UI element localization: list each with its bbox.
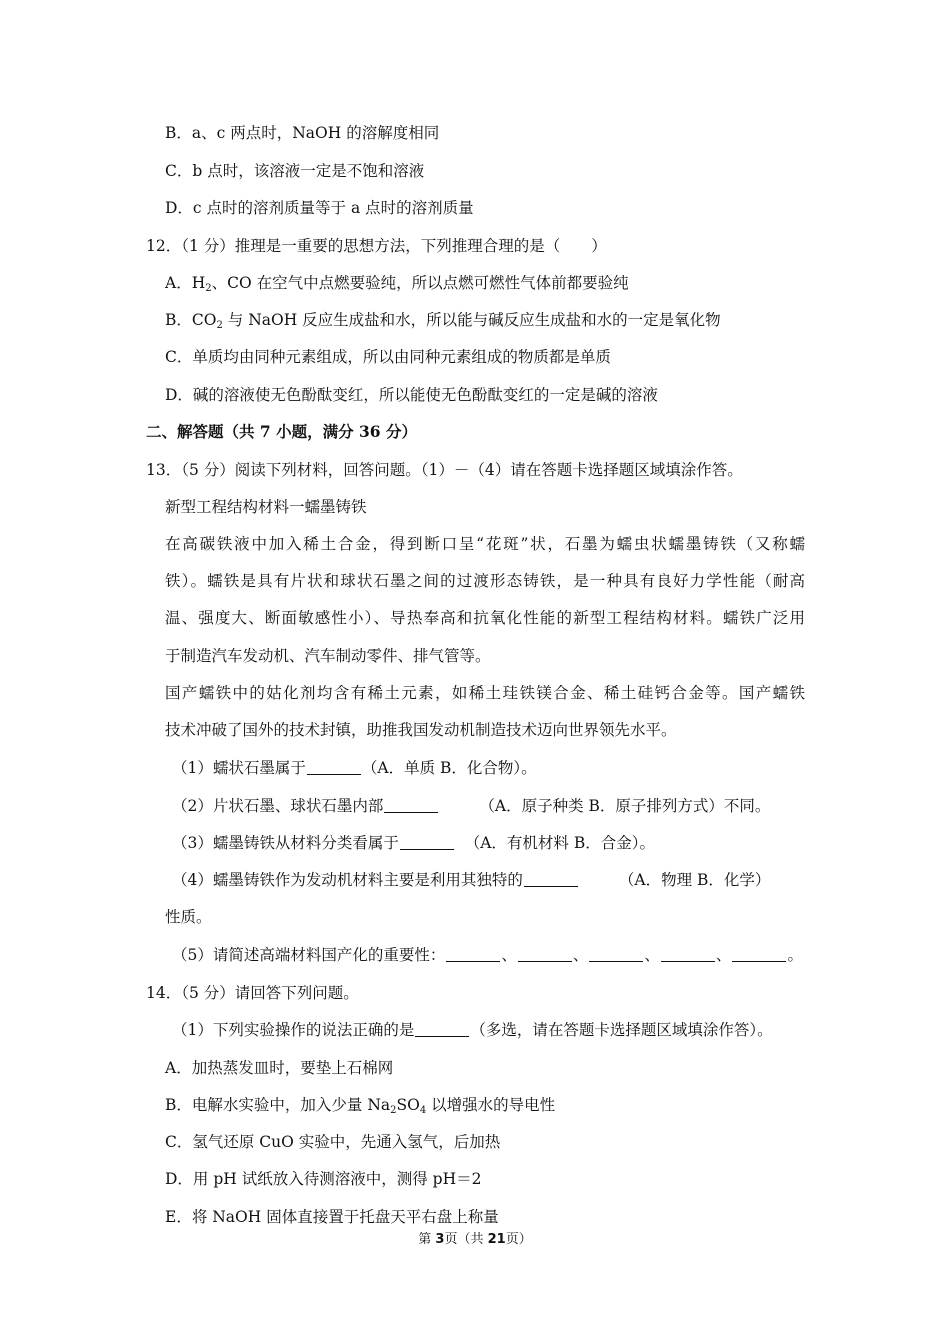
q13-para1-line3: 温、强度大、断面敏感性小）、导热奉高和抗氧化性能的新型工程结构材料。蠕铁广泛用 (165, 609, 805, 627)
answer-blank (518, 947, 572, 962)
q13-sub4-cont: 性质。 (165, 908, 212, 926)
q13-para2-line1: 国产蠕铁中的姑化剂均含有稀土元素，如稀土珪铁镁合金、稀土硅钙合金等。国产蠕铁 (165, 684, 805, 702)
section-heading: 二、解答题（共 7 小题，满分 36 分） (146, 422, 417, 441)
q13-material-title: 新型工程结构材料一蠕墨铸铁 (165, 498, 367, 516)
q13-para1-line4: 于制造汽车发动机、汽车制动零件、排气管等。 (165, 647, 491, 665)
q13-sub4: （4）蠕墨铸铁作为发动机材料主要是利用其独特的 （A．物理 B．化学） (172, 871, 771, 889)
q12-option-d: D．碱的溶液使无色酚酞变红，所以能使无色酚酞变红的一定是碱的溶液 (165, 386, 658, 404)
q14-option-c: C．氢气还原 CuO 实验中，先通入氢气，后加热 (165, 1133, 501, 1151)
answer-blank (661, 947, 715, 962)
page-number: 3 (435, 1232, 445, 1247)
q12-option-a: A．$H_2$、CO 在空气中点燃要验纯，所以点燃可燃性气体前都要验纯 (165, 274, 629, 294)
answer-blank (400, 835, 454, 850)
q13-sub2: （2）片状石墨、球状石墨内部 （A．原子种类 B．原子排列方式）不同。 (172, 797, 771, 815)
q12-option-c: C．单质均由同种元素组成，所以由同种元素组成的物质都是单质 (165, 348, 611, 366)
answer-blank (524, 872, 578, 887)
q13-stem: 13．（5 分）阅读下列材料，回答问题。（1）－（4）请在答题卡选择题区域填涂作答。 (146, 461, 743, 479)
answer-blank (384, 798, 438, 813)
q14-option-b: B．电解水实验中，加入少量 $Na_2SO_4$ 以增强水的导电性 (165, 1096, 556, 1116)
answer-blank (732, 947, 786, 962)
answer-blank (307, 760, 361, 775)
q13-para2-line2: 技术冲破了国外的技术封镇，助推我国发动机制造技术迈向世界领先水平。 (165, 721, 677, 739)
q14-option-d: D．用 pH 试纸放入待测溶液中，测得 pH＝2 (165, 1170, 482, 1188)
page-footer: 第 3页（共 21页） (418, 1232, 532, 1247)
q13-para1-line1: 在高碳铁液中加入稀土合金，得到断口呈“花斑”状，石墨为蠕虫状蠕墨铸铁（又称蠕 (165, 535, 805, 553)
q14-stem: 14．（5 分）请回答下列问题。 (146, 984, 359, 1002)
q14-option-a: A．加热蒸发皿时，要垫上石棉网 (165, 1059, 394, 1077)
answer-blank (415, 1022, 469, 1037)
answer-blank (589, 947, 643, 962)
q13-sub3: （3）蠕墨铸铁从材料分类看属于 （A．有机材料 B．合金）。 (172, 834, 655, 852)
q13-para1-line2: 铁）。蠕铁是具有片状和球状石墨之间的过渡形态铸铁，是一种具有良好力学性能（耐高 (165, 572, 805, 590)
page-total: 21 (487, 1232, 506, 1247)
q14-sub1: （1）下列实验操作的说法正确的是 （多选，请在答题卡选择题区域填涂作答）。 (172, 1021, 773, 1039)
q13-sub1: （1）蠕状石墨属于 （A．单质 B．化合物）。 (172, 759, 537, 777)
q12-stem: 12．（1 分）推理是一重要的思想方法，下列推理合理的是（ ） (146, 237, 607, 255)
q12-option-b: B．$CO_2$ 与 NaOH 反应生成盐和水，所以能与碱反应生成盐和水的一定是氧化物 (165, 311, 721, 331)
answer-blank (446, 947, 500, 962)
q13-sub5: （5）请简述高端材料国产化的重要性： 、 、 、 、 。 (172, 946, 803, 964)
q14-option-e: E．将 NaOH 固体直接置于托盘天平右盘上称量 (165, 1208, 499, 1226)
q11-option-c: C．b 点时，该溶液一定是不饱和溶液 (165, 162, 425, 180)
q11-option-b: B．a、c 两点时，NaOH 的溶解度相同 (165, 124, 440, 142)
q11-option-d: D．c 点时的溶剂质量等于 a 点时的溶剂质量 (165, 199, 474, 217)
